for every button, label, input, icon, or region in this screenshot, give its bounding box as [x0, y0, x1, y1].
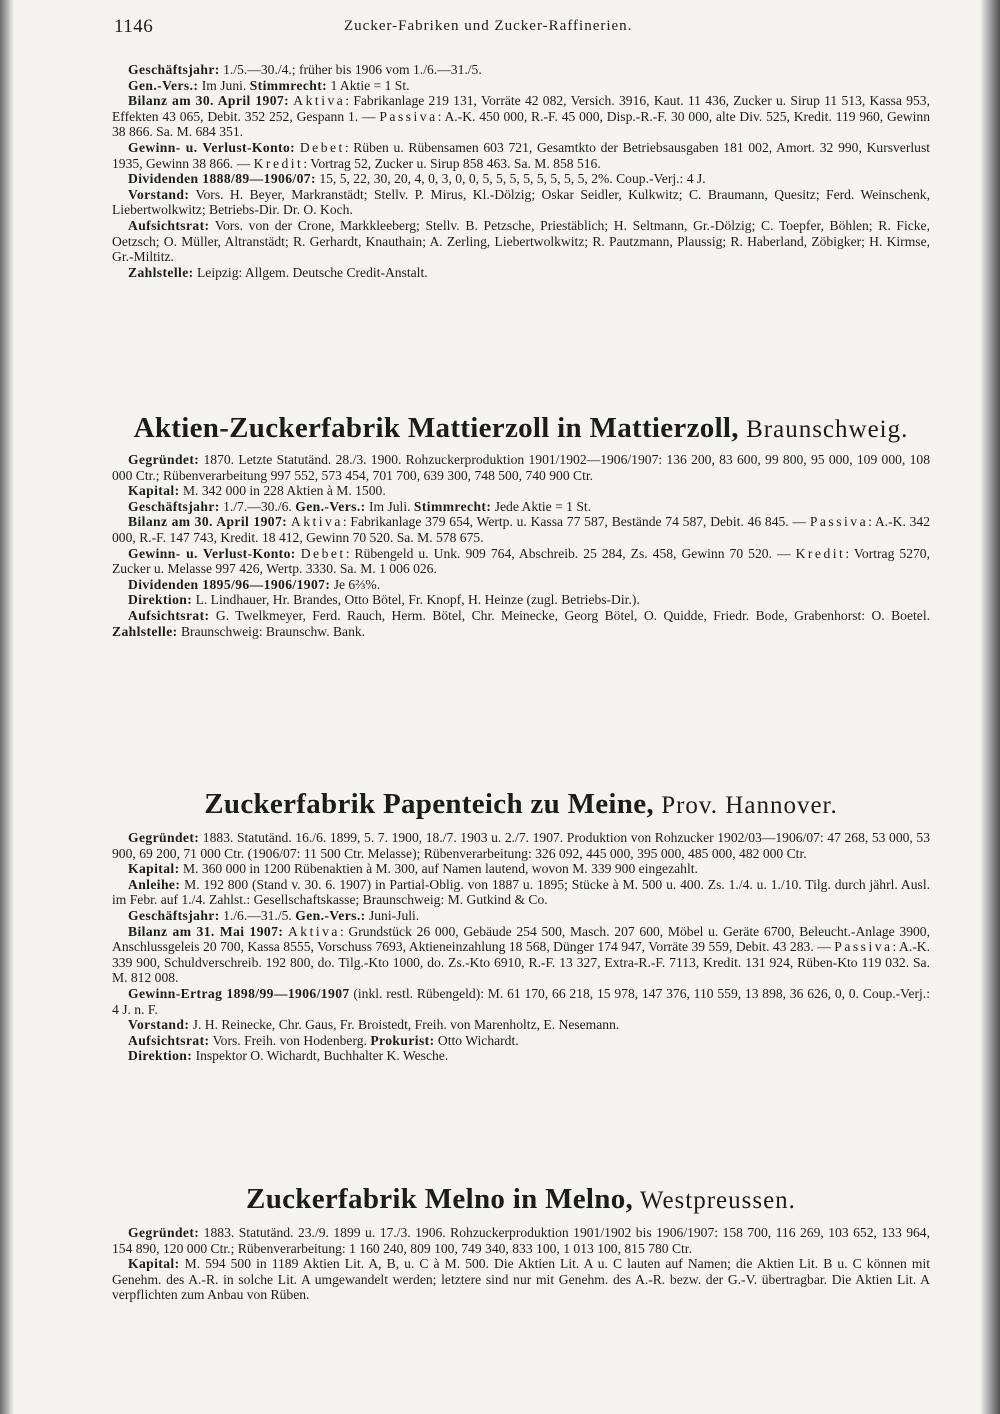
- company-name: Zuckerfabrik Papenteich zu Meine,: [204, 788, 654, 820]
- page-header: [114, 16, 934, 42]
- field-label: Bilanz am 31. Mai 1907:: [128, 923, 284, 939]
- paragraph-gewinn-ertrag: [112, 986, 930, 1017]
- heading-mattierzoll: [112, 412, 930, 445]
- field-text: Otto Wichardt.: [434, 1032, 519, 1048]
- company-location: Prov. Hannover.: [653, 792, 838, 819]
- company-location: Braunschweig.: [738, 416, 909, 443]
- field-text: 1 Aktie = 1 St.: [327, 77, 410, 93]
- passiva-label: Passiva: [809, 514, 869, 530]
- field-label: Aufsichtsrat:: [128, 217, 210, 233]
- heading-melno: [112, 1183, 930, 1216]
- field-label: Kapital:: [128, 1256, 180, 1272]
- kredit-label: Kredit: [253, 155, 304, 171]
- aktiva-label: Aktiva: [290, 514, 343, 530]
- field-label: Gegründet:: [128, 1225, 200, 1240]
- field-label: Gen.-Vers.:: [128, 77, 199, 93]
- field-text: Im Juni.: [198, 77, 250, 93]
- field-text: M. 192 800 (Stand v. 30. 6. 1907) in Partial-Oblig. von 1887 u. 1895; Stücke à M. 500 u. 400. Zs. 1./4. u. 1./10. Tilg. durch jährl. Ausl. im Febr. auf 1./4. Zahlst.: Gesellschaftskasse; Braunschweig: M. Gutkind & Co.: [112, 876, 930, 908]
- paragraph-dividenden: [112, 171, 930, 187]
- field-text: Vors. H. Beyer, Markranstädt; Stellv. P. Mirus, Kl.-Dölzig; Oskar Seidler, Kulkwitz; C. Braumann, Quesitz; Ferd. Weinschenk, Liebertwolkwitz; Betriebs-Dir. Dr. O. Koch.: [112, 186, 930, 218]
- field-text: Leipzig: Allgem. Deutsche Credit-Anstalt.: [193, 264, 428, 280]
- passiva-label: Passiva: [834, 939, 893, 955]
- field-text: : Vortrag 5270, Zucker u. Melasse 997 426, Wertp. 3330. Sa. M. 1 006 026.: [112, 545, 930, 577]
- field-text: L. Lindhauer, Hr. Brandes, Otto Bötel, Fr. Knopf, H. Heinze (zugl. Betriebs-Dir.).: [192, 592, 640, 608]
- aktiva-label: Aktiva: [287, 923, 340, 939]
- field-text: (inkl. restl. Rübengeld): M. 61 170, 66 218, 15 978, 147 376, 110 559, 13 898, 36 626, 0, 0. Coup.-Verj.: 4 J. n. F.: [112, 985, 930, 1017]
- paragraph-gewinn-verlust: [112, 140, 930, 171]
- field-label: Zahlstelle:: [128, 264, 194, 280]
- field-text: 1./6.—31./5.: [219, 907, 296, 923]
- field-text: Je 6⅔%.: [330, 576, 381, 592]
- paragraph-vorstand: [112, 187, 930, 218]
- field-label: Aufsichtsrat:: [128, 607, 210, 623]
- paragraph-geschaeftsjahr: [112, 62, 930, 78]
- field-label: Bilanz am 30. April 1907:: [128, 514, 288, 530]
- paragraph-gen-vers: [112, 78, 930, 94]
- field-label: Kapital:: [128, 861, 180, 877]
- paragraph-direktion: [112, 592, 930, 608]
- entry-mattierzoll: [112, 452, 930, 639]
- field-text: : Fabrikanlage 379 654, Wertp. u. Kassa 77 587, Bestände 74 587, Debit. 46 845. —: [342, 514, 810, 530]
- page-number: 1146: [114, 16, 154, 37]
- field-text: : A.-K. 339 900, Schuldverschreib. 192 800, do. Tilg.-Kto 1000, do. Zs.-Kto 6910, R.-F. 13 327, Extra-R.-F. 7113, Kredit. 131 924, Rüben-Kto 119 032. Sa. M. 812 008.: [112, 939, 930, 986]
- paragraph-dividenden: [112, 577, 930, 593]
- field-text: 1883. Statutänd. 23./9. 1899 u. 17./3. 1906. Rohzuckerproduktion 1901/1902 bis 1906/1907: 158 700, 116 269, 103 652, 133 964, 154 890, 120 000 Ctr.; Rübenverarbeitung: 1 160 240, 809 100, 749 340, 833 100, 1 013 100, 815 780 Ctr.: [112, 1225, 930, 1256]
- paragraph-gewinn-verlust: [112, 546, 930, 577]
- entry-continuation: [112, 62, 930, 280]
- field-text: Braunschweig: Braunschw. Bank.: [177, 623, 366, 639]
- field-label: Prokurist:: [370, 1032, 435, 1048]
- company-name: Aktien-Zuckerfabrik Mattierzoll in Mattierzoll,: [133, 412, 739, 444]
- paragraph-kapital: [112, 483, 930, 499]
- field-label: Gegründet:: [128, 452, 200, 467]
- field-label: Anleihe:: [128, 876, 181, 892]
- debet-label: Debet: [300, 545, 346, 561]
- field-label: Gen.-Vers.:: [295, 907, 366, 923]
- field-text: Im Juli.: [365, 498, 414, 514]
- field-text: M. 342 000 in 228 Aktien à M. 1500.: [179, 483, 386, 499]
- field-text: M. 594 500 in 1189 Aktien Lit. A, B, u. C à M. 500. Die Aktien Lit. A u. C lauten auf Namen; die Aktien Lit. B u. C können mit Genehm. des A.-R. in solche Lit. A umgewandelt werden; letztere sind nur mit Genehm. des A.-R. bezw. der G.-V. übertragbar. Die Aktien Lit. A verpflichten zum Anbau von Rüben.: [112, 1256, 930, 1303]
- paragraph-direktion: [112, 1048, 930, 1064]
- paragraph-bilanz: [112, 514, 930, 545]
- field-text: 1./5.—30./4.; früher bis 1906 vom 1./6.—31./5.: [219, 62, 482, 77]
- field-text: J. H. Reinecke, Chr. Gaus, Fr. Broistedt, Freih. von Marenholtz, E. Nesemann.: [189, 1017, 620, 1033]
- paragraph-geschaeftsjahr: [112, 908, 930, 924]
- page-edge-shadow-left: [0, 0, 14, 1414]
- field-label: Vorstand:: [128, 1017, 190, 1033]
- paragraph-zahlstelle: [112, 265, 930, 281]
- field-label: Zahlstelle:: [112, 623, 178, 639]
- paragraph-aufsichtsrat: [112, 608, 930, 639]
- heading-papenteich: [112, 788, 930, 821]
- paragraph-aufsichtsrat: [112, 218, 930, 265]
- field-text: 1883. Statutänd. 16./6. 1899, 5. 7. 1900, 18./7. 1903 u. 2./7. 1907. Produktion von Rohzucker 1902/03—1906/07: 47 268, 53 000, 53 900, 69 200, 71 000 Ctr. (1906/07: 11 500 Ctr. Melasse); Rübenverarbeitung: 326 092, 445 000, 395 000, 485 000, 482 000 Ctr.: [112, 830, 930, 861]
- paragraph-kapital: [112, 1256, 930, 1303]
- aktiva-label: Aktiva: [293, 93, 346, 109]
- field-text: M. 360 000 in 1200 Rübenaktien à M. 300, auf Namen lautend, wovon M. 339 900 eingezahlt.: [179, 861, 698, 877]
- field-text: Inspektor O. Wichardt, Buchhalter K. Wesche.: [192, 1048, 449, 1064]
- field-text: G. Twelkmeyer, Ferd. Rauch, Herm. Bötel, Chr. Meinecke, Georg Bötel, O. Quidde, Friedr. Bode, Grabenhorst: O. Boetel.: [209, 607, 930, 623]
- field-text: : Vortrag 52, Zucker u. Sirup 858 463. Sa. M. 858 516.: [303, 155, 601, 171]
- paragraph-anleihe: [112, 877, 930, 908]
- field-text: Juni-Juli.: [365, 907, 420, 923]
- field-text: : Fabrikanlage 219 131, Vorräte 42 082, Versich. 3916, Kaut. 11 436, Zucker u. Sirup 11 513, Kassa 953, Effekten 43 065, Debit. 352 252, Gespann 1. —: [112, 93, 931, 124]
- field-label: Stimmrecht:: [249, 77, 328, 93]
- running-head: Zucker-Fabriken und Zucker-Raffinerien.: [344, 18, 633, 34]
- paragraph-kapital: [112, 861, 930, 877]
- field-text: : Grundstück 26 000, Gebäude 254 500, Masch. 207 600, Möbel u. Geräte 6700, Beleucht.-Anlage 3900, Anschlussgeleis 20 700, Kassa 8555, Vorschuss 7693, Aktieneinzahlung 18 568, Dünger 174 947, Vorräte 39 559, Debit. 43 283. —: [112, 923, 930, 955]
- field-label: Aufsichtsrat:: [128, 1032, 210, 1048]
- company-name: Zuckerfabrik Melno in Melno,: [246, 1183, 634, 1215]
- field-text: Jede Aktie = 1 St.: [491, 498, 592, 514]
- paragraph-gegruendet: [112, 452, 930, 483]
- field-text: 1./7.—30./6.: [219, 498, 296, 514]
- entry-melno: [112, 1225, 930, 1303]
- field-text: 1870. Letzte Statutänd. 28./3. 1900. Rohzuckerproduktion 1901/1902—1906/1907: 136 200, 83 600, 99 800, 95 000, 109 000, 108 000 Ctr.; Rübenverarbeitung 997 552, 573 454, 701 700, 639 300, 748 500, 740 900 Ctr.: [112, 452, 930, 483]
- field-text: Vors. von der Crone, Markkleeberg; Stellv. B. Petzsche, Priestäblich; H. Seltmann, Gr.-Dölzig; C. Toepfer, Böhlen; R. Ficke, Oetzsch; O. Müller, Altranstädt; R. Gerhardt, Knauthain; A. Zerling, Liebertwolkwitz; R. Pautzmann, Plaussig; R. Haberland, Zöbigker; H. Kirmse, Gr.-Miltitz.: [112, 217, 930, 265]
- field-text: : A.-K. 342 000, R.-F. 147 743, Kredit. 18 412, Gewinn 70 520. Sa. M. 578 675.: [112, 514, 931, 545]
- kredit-label: Kredit: [795, 545, 846, 561]
- company-location: Westpreussen.: [633, 1187, 796, 1214]
- field-label: Dividenden 1888/89—1906/07:: [128, 171, 316, 187]
- paragraph-vorstand: [112, 1017, 930, 1033]
- field-label: Stimmrecht:: [413, 498, 492, 514]
- paragraph-bilanz: [112, 93, 930, 140]
- paragraph-aufsichtsrat: [112, 1033, 930, 1049]
- field-label: Geschäftsjahr:: [128, 907, 220, 923]
- field-text: 15, 5, 22, 30, 20, 4, 0, 3, 0, 0, 5, 5, 5, 5, 5, 5, 5, 5, 2%. Coup.-Verj.: 4 J.: [315, 171, 706, 187]
- paragraph-gegruendet: [112, 830, 930, 861]
- field-label: Gewinn- u. Verlust-Konto:: [128, 545, 296, 561]
- field-label: Gewinn-Ertrag 1898/99—1906/1907: [128, 985, 350, 1001]
- field-label: Kapital:: [128, 483, 180, 499]
- field-label: Bilanz am 30. April 1907:: [128, 93, 290, 109]
- field-text: : Rübengeld u. Unk. 909 764, Abschreib. 25 284, Zs. 458, Gewinn 70 520. —: [345, 545, 796, 561]
- entry-papenteich: [112, 830, 930, 1064]
- passiva-label: Passiva: [379, 108, 438, 124]
- field-label: Gen.-Vers.:: [295, 498, 366, 514]
- field-text: : Rüben u. Rübensamen 603 721, Gesamtkto der Betriebsausgaben 181 002, Amort. 32 990, Kursverlust 1935, Gewinn 38 866. —: [112, 139, 931, 171]
- field-text: Vors. Freih. von Hodenberg.: [209, 1032, 371, 1048]
- debet-label: Debet: [299, 139, 345, 155]
- page-edge-shadow-right: [980, 0, 1000, 1414]
- field-text: : A.-K. 450 000, R.-F. 45 000, Disp.-R.-F. 30 000, alte Div. 525, Kredit. 119 960, Gewinn 38 866. Sa. M. 684 351.: [112, 108, 930, 140]
- field-label: Dividenden 1895/96—1906/1907:: [128, 576, 331, 592]
- field-label: Direktion:: [128, 1048, 193, 1064]
- paragraph-bilanz: [112, 924, 930, 986]
- paragraph-geschaeftsjahr: [112, 499, 930, 515]
- field-label: Geschäftsjahr:: [128, 62, 220, 77]
- field-label: Direktion:: [128, 592, 193, 608]
- field-label: Vorstand:: [128, 186, 190, 202]
- field-label: Gegründet:: [128, 830, 200, 845]
- field-label: Geschäftsjahr:: [128, 498, 220, 514]
- field-label: Gewinn- u. Verlust-Konto:: [128, 139, 296, 155]
- paragraph-gegruendet: [112, 1225, 930, 1256]
